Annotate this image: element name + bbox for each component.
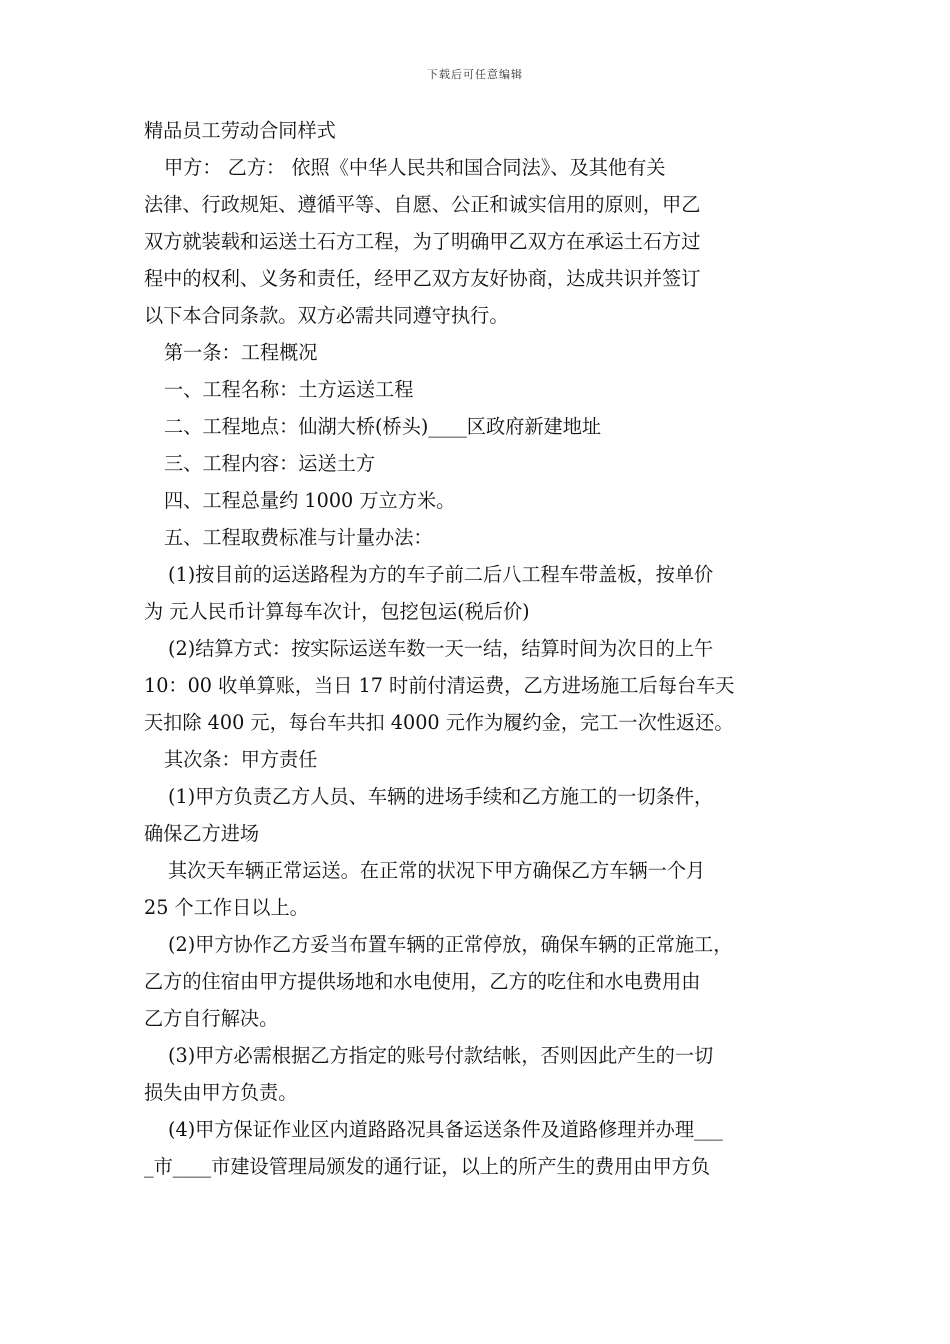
text-line: 10：00 收单算账，当日 17 时前付清运费，乙方进场施工后每台车天 xyxy=(144,674,735,697)
text-line: 确保乙方进场 xyxy=(144,822,260,845)
text-line: 乙方的住宿由甲方提供场地和水电使用，乙方的吃住和水电费用由 xyxy=(144,970,701,993)
text-line: 程中的权利、义务和责任，经甲乙双方友好协商，达成共识并签订 xyxy=(144,267,701,290)
section-heading: 第一条：工程概况 xyxy=(164,341,318,364)
text-line: 其次天车辆正常运送。在正常的状况下甲方确保乙方车辆一个月 xyxy=(168,859,706,882)
document-title: 精品员工劳动合同样式 xyxy=(144,119,336,142)
text-line: (1)甲方负责乙方人员、车辆的进场手续和乙方施工的一切条件， xyxy=(168,785,714,808)
contract-body xyxy=(144,112,814,1185)
section-heading: 其次条：甲方责任 xyxy=(164,748,318,771)
text-line: 二、工程地点：仙湖大桥(桥头)____区政府新建地址 xyxy=(164,415,602,438)
text-line: 为 元人民币计算每车次计，包挖包运(税后价) xyxy=(144,600,530,623)
text-line: 五、工程取费标准与计量办法： xyxy=(164,526,433,549)
text-line: _市____市建设管理局颁发的通行证，以上的所产生的费用由甲方负 xyxy=(144,1155,711,1178)
text-line: (1)按目前的运送路程为方的车子前二后八工程车带盖板，按单价 xyxy=(168,563,714,586)
text-line: (3)甲方必需根据乙方指定的账号付款结帐，否则因此产生的一切 xyxy=(168,1044,714,1067)
text-line: (4)甲方保证作业区内道路路况具备运送条件及道路修理并办理___ xyxy=(168,1118,723,1141)
text-line: 25 个工作日以上。 xyxy=(144,896,309,919)
text-line: 天扣除 400 元，每台车共扣 4000 元作为履约金，完工一次性返还。 xyxy=(144,711,734,734)
page-header: 下载后可任意编辑 xyxy=(427,68,523,81)
text-line: (2)结算方式：按实际运送车数一天一结，结算时间为次日的上午 xyxy=(168,637,714,660)
text-line: 以下本合同条款。双方必需共同遵守执行。 xyxy=(144,304,509,327)
text-line: 甲方： 乙方： 依照《中华人民共和国合同法》、及其他有关 xyxy=(164,156,666,179)
text-line: (2)甲方协作乙方妥当布置车辆的正常停放，确保车辆的正常施工， xyxy=(168,933,733,956)
text-line: 双方就装载和运送土石方工程，为了明确甲乙双方在承运土石方过 xyxy=(144,230,701,253)
text-line: 四、工程总量约 1000 万立方米。 xyxy=(164,489,456,512)
text-line: 法律、行政规矩、遵循平等、自愿、公正和诚实信用的原则，甲乙 xyxy=(144,193,701,216)
text-line: 三、工程内容：运送土方 xyxy=(164,452,376,475)
text-line: 乙方自行解决。 xyxy=(144,1007,279,1030)
text-line: 一、工程名称：土方运送工程 xyxy=(164,378,414,401)
text-line: 损失由甲方负责。 xyxy=(144,1081,298,1104)
